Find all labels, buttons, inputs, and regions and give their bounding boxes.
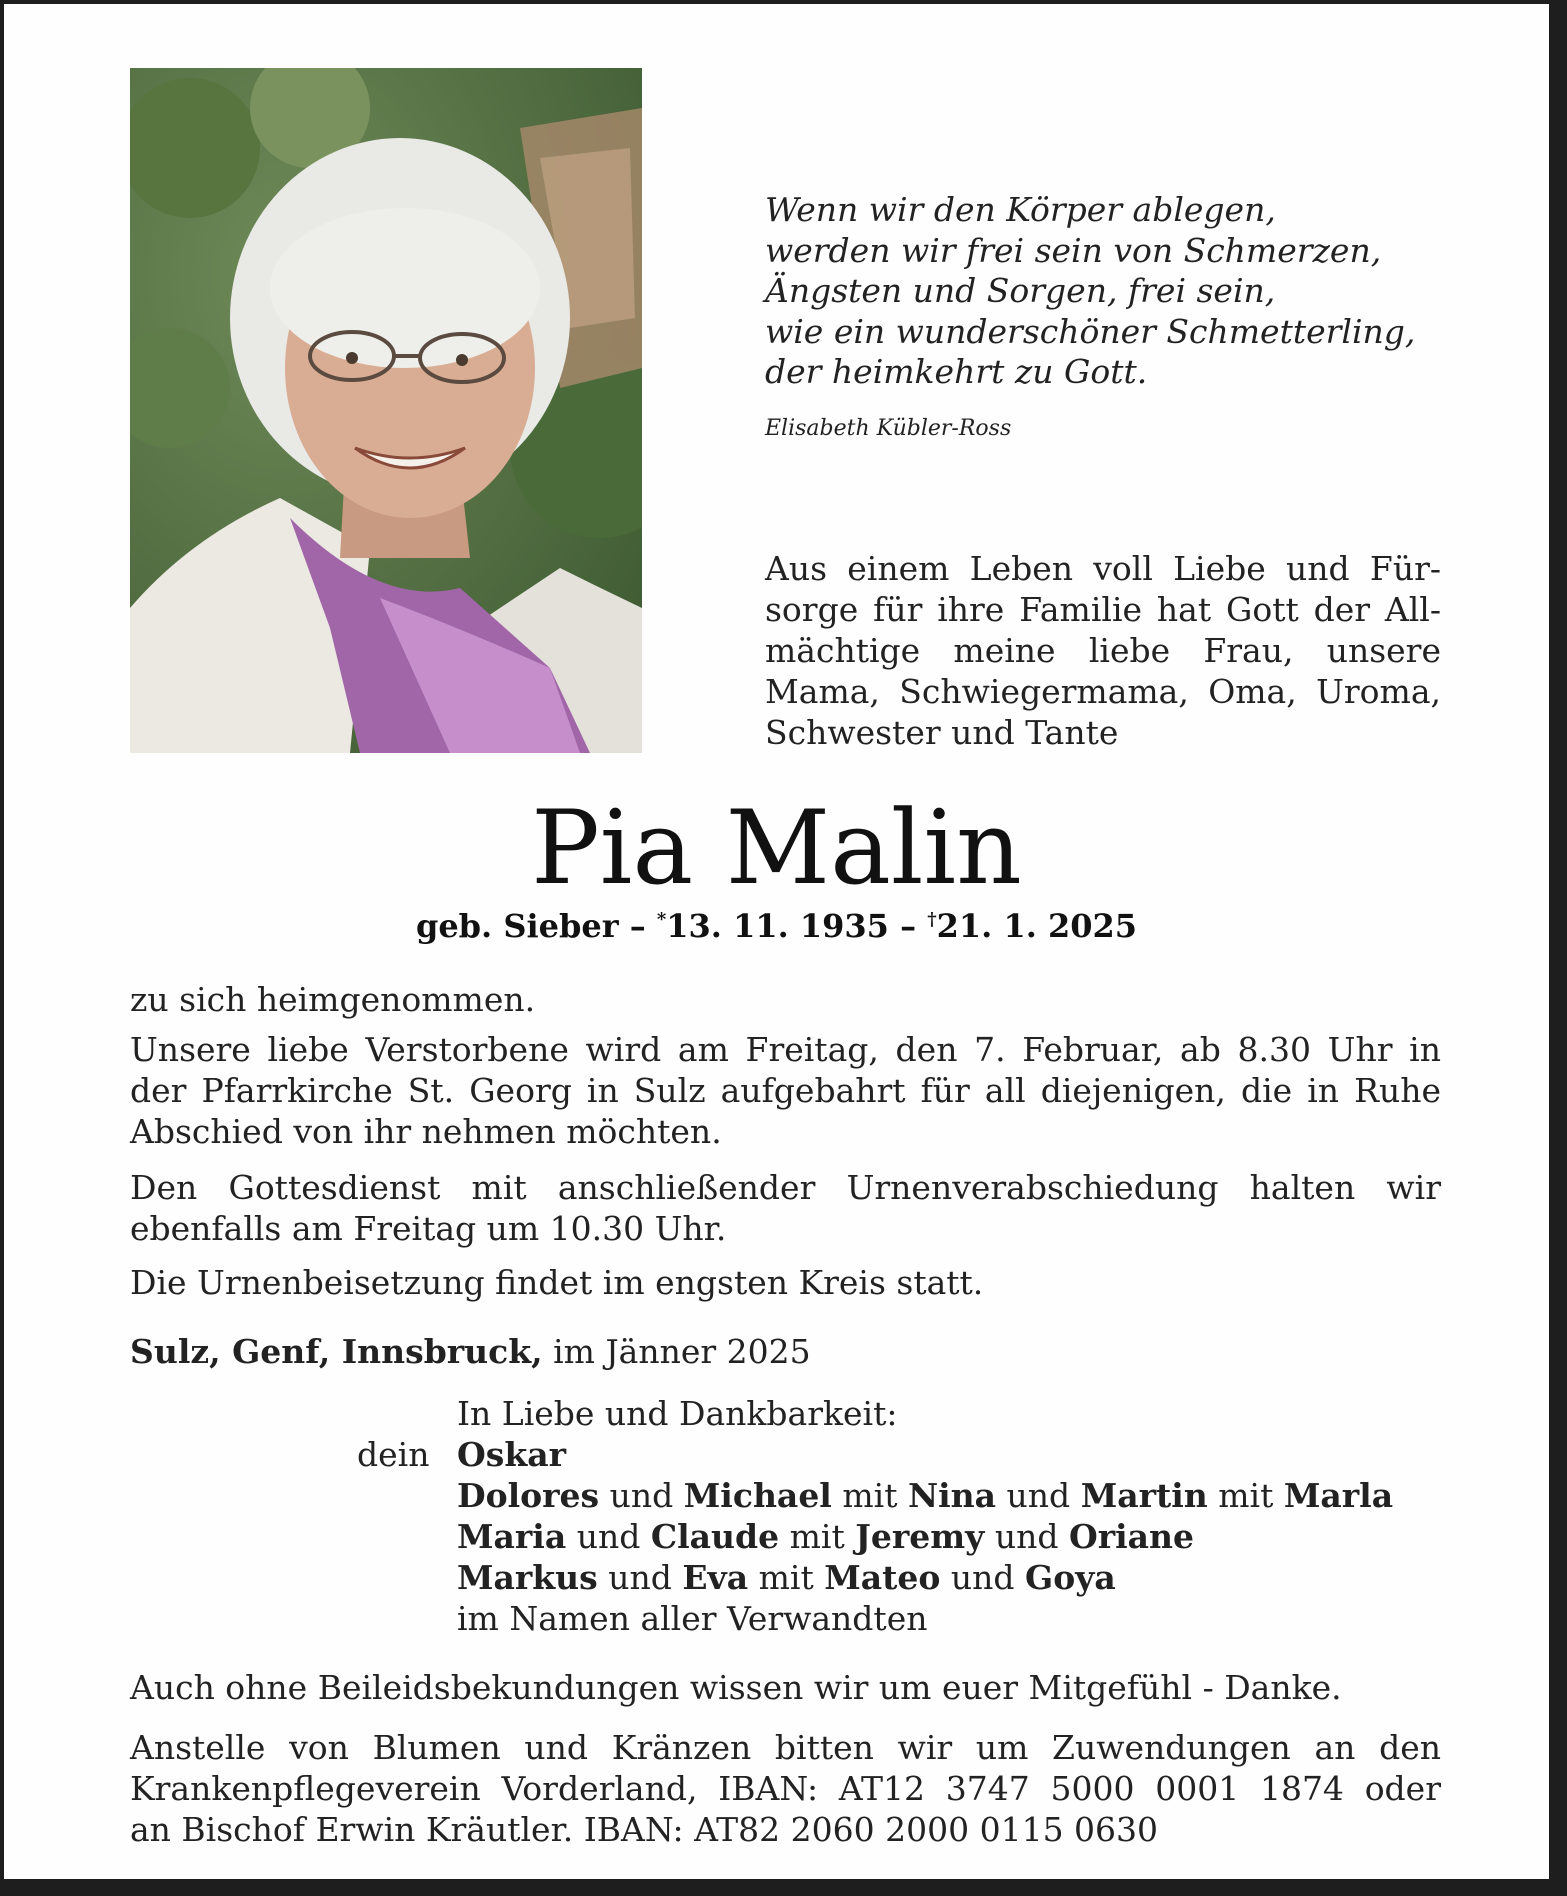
text-line: Unsere liebe Verstorbene wird am Freitag, den 7. Februar, ab 8.30 Uhr in [130, 1030, 1441, 1069]
conjunction: und [994, 1517, 1059, 1556]
family-husband [457, 1434, 1457, 1475]
conjunction: und [1006, 1476, 1071, 1515]
quote-line: der heimkehrt zu Gott. [765, 352, 1148, 391]
quote-line: Ängsten und Sorgen, frei sein, [765, 271, 1276, 310]
family-member: Mateo [824, 1558, 941, 1597]
family-row-2 [457, 1516, 1457, 1557]
place-cities: Sulz, Genf, Innsbruck, [130, 1332, 543, 1371]
family-member: Marla [1283, 1476, 1394, 1515]
intro-line: sorge für ihre Familie hat Gott der All- [765, 590, 1441, 629]
obituary-notice [4, 4, 1549, 1879]
conjunction: mit [842, 1476, 898, 1515]
family-member: Michael [683, 1476, 832, 1515]
husband-name: Oskar [457, 1435, 566, 1474]
text-line: Die Urnenbeisetzung findet im engsten Kreis statt. [130, 1263, 984, 1302]
death-date: 21. 1. 2025 [936, 907, 1138, 945]
memorial-quote [765, 190, 1485, 393]
paragraph-gottesdienst [130, 1167, 1441, 1249]
family-row-3 [457, 1557, 1457, 1598]
text-line: zu sich heimgenommen. [130, 980, 536, 1019]
place-date-line [130, 1331, 1441, 1372]
family-heading: In Liebe und Dankbarkeit: [457, 1394, 898, 1433]
intro-line: mächtige meine liebe Frau, unsere [765, 631, 1441, 670]
intro-line: Schwester und Tante [765, 713, 1119, 752]
conjunction: mit [758, 1558, 814, 1597]
text-line: der Pfarrkirche St. Georg in Sulz aufgebahrt für all diejenigen, die in Ruhe [130, 1071, 1441, 1110]
paragraph-heimgenommen [130, 979, 1441, 1020]
family-member: Maria [457, 1517, 567, 1556]
conjunction: mit [789, 1517, 845, 1556]
birth-star-icon: * [656, 909, 667, 930]
family-member: Martin [1080, 1476, 1208, 1515]
family-member: Goya [1025, 1558, 1116, 1597]
dash: – [629, 907, 646, 945]
family-member: Claude [650, 1517, 780, 1556]
deceased-name: Pia Malin [531, 789, 1022, 908]
conjunction: und [950, 1558, 1015, 1597]
dash: – [900, 907, 917, 945]
family-closing: im Namen aller Verwandten [457, 1599, 928, 1638]
quote-author: Elisabeth Kübler-Ross [765, 416, 1012, 441]
family-row-1 [457, 1475, 1457, 1516]
text-line: Auch ohne Beileidsbekundungen wissen wir um euer Mitgefühl - Danke. [130, 1668, 1342, 1707]
paragraph-beisetzung [130, 1262, 1441, 1303]
death-cross-icon: † [927, 909, 937, 930]
paragraph-aufbahrung [130, 1029, 1441, 1152]
quote-line: werden wir frei sein von Schmerzen, [765, 230, 1382, 270]
conjunction: und [608, 1558, 672, 1597]
quote-line: wie ein wunderschöner Schmetterling, [765, 311, 1416, 351]
intro-text [765, 548, 1441, 753]
notice-date: im Jänner 2025 [553, 1332, 811, 1371]
conjunction: und [609, 1476, 674, 1515]
family-member: Oriane [1068, 1517, 1194, 1556]
family-dein: dein [357, 1435, 430, 1474]
text-line: Anstelle von Blumen und Kränzen bitten wir um Zuwendungen an den [130, 1728, 1441, 1767]
portrait-illustration [130, 68, 642, 753]
text-line: Krankenpflegeverein Vorderland, IBAN: AT12 3747 5000 0001 1874 oder [130, 1769, 1441, 1808]
text-line: ebenfalls am Freitag um 10.30 Uhr. [130, 1209, 727, 1248]
quote-line: Wenn wir den Körper ablegen, [765, 190, 1276, 229]
portrait-photo [130, 68, 642, 753]
family-member: Markus [457, 1558, 598, 1597]
conjunction: und [576, 1517, 641, 1556]
intro-line: Aus einem Leben voll Liebe und Für- [765, 549, 1441, 588]
birth-date: 13. 11. 1935 [666, 907, 889, 945]
paragraph-donation [130, 1727, 1441, 1850]
place-date [130, 1331, 1441, 1372]
text-line: Den Gottesdienst mit anschließender Urnenverabschiedung halten wir [130, 1168, 1441, 1207]
family-member: Eva [682, 1558, 749, 1597]
life-dates [4, 907, 1549, 945]
family-member: Jeremy [855, 1517, 985, 1556]
intro-line: Mama, Schwiegermama, Oma, Uroma, [765, 672, 1441, 711]
family-member: Nina [907, 1476, 997, 1515]
conjunction: mit [1218, 1476, 1274, 1515]
birth-name: geb. Sieber [415, 907, 619, 945]
text-line: Abschied von ihr nehmen möchten. [130, 1112, 722, 1151]
paragraph-thanks [130, 1667, 1441, 1708]
text-line: an Bischof Erwin Kräutler. IBAN: AT82 2060 2000 0115 0630 [130, 1810, 1159, 1849]
family-member: Dolores [457, 1476, 600, 1515]
